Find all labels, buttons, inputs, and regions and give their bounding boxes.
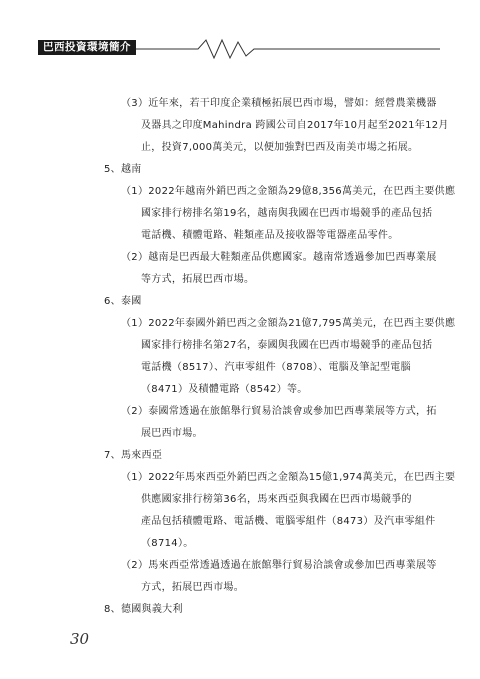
text-line: 國家排行榜排名第27名，泰國與我國在巴西市場競爭的產品包括	[141, 340, 433, 351]
text-line: 國家排行榜排名第19名，越南與我國在巴西市場競爭的產品包括	[141, 208, 433, 219]
section-heading: 8、德國與義大利	[104, 604, 183, 615]
section-heading: 7、馬來西亞	[104, 450, 163, 461]
text-line: （8714）。	[141, 538, 194, 549]
text-line: 展巴西市場。	[141, 428, 203, 439]
section-heading: 5、越南	[104, 164, 142, 175]
text-line: （1）2022年馬來西亞外銷巴西之金額為15億1,974萬美元，在巴西主要	[121, 472, 456, 483]
running-header	[38, 36, 440, 62]
text-line: （2）泰國常透過在旅館舉行貿易洽談會或參加巴西專業展等方式，拓	[121, 406, 437, 417]
text-line: 等方式，拓展巴西市場。	[141, 274, 255, 285]
section-heading: 6、泰國	[104, 296, 142, 307]
text-line: （1）2022年泰國外銷巴西之金額為21億7,795萬美元，在巴西主要供應	[121, 318, 456, 329]
text-line: 止，投資7,000萬美元，以便加強對巴西及南美市場之拓展。	[141, 142, 419, 153]
text-line: （2）馬來西亞常透過透過在旅館舉行貿易洽談會或參加巴西專業展等	[121, 560, 437, 571]
text-line: （8471）及積體電路（8542）等。	[141, 384, 308, 395]
text-line: 電話機（8517）、汽車零組件（8708）、電腦及筆記型電腦	[141, 362, 411, 373]
header-title: 巴西投資環境簡介	[38, 40, 136, 55]
text-line: （1）2022年越南外銷巴西之金額為29億8,356萬美元，在巴西主要供應	[121, 186, 456, 197]
text-line: 電話機、積體電路、鞋類產品及接收器等電器產品零件。	[141, 230, 399, 241]
text-line: 及器具之印度Mahindra 跨國公司自2017年10月起至2021年12月	[141, 120, 449, 131]
text-line: 供應國家排行榜第36名，馬來西亞與我國在巴西市場競爭的	[141, 494, 412, 505]
text-line: 方式，拓展巴西市場。	[141, 582, 244, 593]
text-line: （3）近年來，若干印度企業積極拓展巴西市場，譬如：經營農業機器	[121, 98, 437, 109]
page-number: 30	[70, 630, 90, 648]
text-line: （2）越南是巴西最大鞋類產品供應國家。越南常透過參加巴西專業展	[121, 252, 437, 263]
text-line: 產品包括積體電路、電話機、電腦零組件（8473）及汽車零組件	[141, 516, 436, 527]
